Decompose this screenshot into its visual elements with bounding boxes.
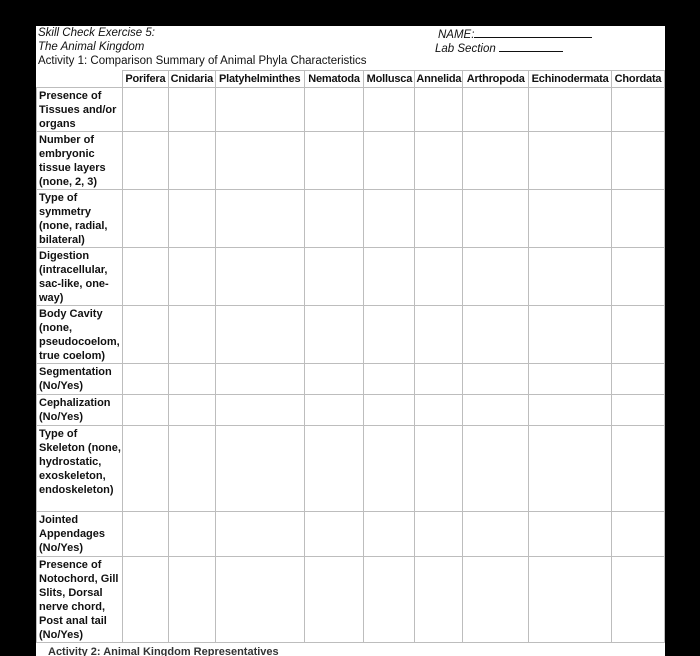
phyla-comparison-table xyxy=(36,70,665,643)
column-header: Nematoda xyxy=(304,71,364,88)
answer-cell[interactable] xyxy=(304,557,364,643)
answer-cell[interactable] xyxy=(364,88,415,132)
answer-cell[interactable] xyxy=(529,364,612,395)
answer-cell[interactable] xyxy=(415,395,463,426)
answer-cell[interactable] xyxy=(529,132,612,190)
answer-cell[interactable] xyxy=(529,248,612,306)
answer-cell[interactable] xyxy=(364,306,415,364)
answer-cell[interactable] xyxy=(529,426,612,512)
answer-cell[interactable] xyxy=(215,190,304,248)
corner-cell xyxy=(37,71,123,88)
answer-cell[interactable] xyxy=(364,395,415,426)
answer-cell[interactable] xyxy=(122,364,168,395)
answer-cell[interactable] xyxy=(415,364,463,395)
answer-cell[interactable] xyxy=(415,248,463,306)
answer-cell[interactable] xyxy=(463,395,529,426)
answer-cell[interactable] xyxy=(215,248,304,306)
answer-cell[interactable] xyxy=(415,512,463,557)
answer-cell[interactable] xyxy=(463,88,529,132)
lab-section-field[interactable] xyxy=(435,41,563,55)
answer-cell[interactable] xyxy=(304,88,364,132)
activity-2-title: Activity 2: Animal Kingdom Representatives xyxy=(48,646,279,656)
exercise-subtitle: The Animal Kingdom xyxy=(38,41,145,53)
answer-cell[interactable] xyxy=(612,306,665,364)
activity-title: Activity 1: Comparison Summary of Animal Phyla Characteristics xyxy=(38,55,367,67)
answer-cell[interactable] xyxy=(215,557,304,643)
answer-cell[interactable] xyxy=(529,306,612,364)
column-header: Porifera xyxy=(122,71,168,88)
table-row xyxy=(37,248,665,306)
answer-cell[interactable] xyxy=(168,248,215,306)
answer-cell[interactable] xyxy=(215,364,304,395)
answer-cell[interactable] xyxy=(415,426,463,512)
answer-cell[interactable] xyxy=(304,306,364,364)
answer-cell[interactable] xyxy=(215,426,304,512)
table-row xyxy=(37,306,665,364)
answer-cell[interactable] xyxy=(304,395,364,426)
answer-cell[interactable] xyxy=(122,190,168,248)
column-header: Echinodermata xyxy=(529,71,612,88)
answer-cell[interactable] xyxy=(463,512,529,557)
name-field[interactable] xyxy=(438,27,592,41)
table-row xyxy=(37,395,665,426)
row-label: Type of Skeleton (none, hydrostatic, exoskeleton, endoskeleton) xyxy=(37,426,123,512)
answer-cell[interactable] xyxy=(463,557,529,643)
answer-cell[interactable] xyxy=(529,557,612,643)
answer-cell[interactable] xyxy=(168,364,215,395)
answer-cell[interactable] xyxy=(612,395,665,426)
answer-cell[interactable] xyxy=(463,306,529,364)
answer-cell[interactable] xyxy=(463,248,529,306)
worksheet-page xyxy=(36,26,665,656)
answer-cell[interactable] xyxy=(463,132,529,190)
answer-cell[interactable] xyxy=(364,190,415,248)
answer-cell[interactable] xyxy=(364,364,415,395)
answer-cell[interactable] xyxy=(612,557,665,643)
table-row xyxy=(37,364,665,395)
answer-cell[interactable] xyxy=(529,88,612,132)
answer-cell[interactable] xyxy=(122,306,168,364)
answer-cell[interactable] xyxy=(168,132,215,190)
answer-cell[interactable] xyxy=(168,512,215,557)
answer-cell[interactable] xyxy=(529,395,612,426)
answer-cell[interactable] xyxy=(415,132,463,190)
answer-cell[interactable] xyxy=(612,364,665,395)
answer-cell[interactable] xyxy=(529,512,612,557)
answer-cell[interactable] xyxy=(304,426,364,512)
answer-cell[interactable] xyxy=(122,88,168,132)
answer-cell[interactable] xyxy=(304,248,364,306)
table-row xyxy=(37,512,665,557)
answer-cell[interactable] xyxy=(529,190,612,248)
answer-cell[interactable] xyxy=(122,512,168,557)
answer-cell[interactable] xyxy=(122,426,168,512)
row-label: Segmentation (No/Yes) xyxy=(37,364,123,395)
answer-cell[interactable] xyxy=(364,426,415,512)
row-label: Type of symmetry (none, radial, bilateral) xyxy=(37,190,123,248)
answer-cell[interactable] xyxy=(612,132,665,190)
answer-cell[interactable] xyxy=(168,557,215,643)
answer-cell[interactable] xyxy=(612,426,665,512)
table-header-row xyxy=(37,71,665,88)
table-row xyxy=(37,132,665,190)
lab-section-blank[interactable] xyxy=(499,41,563,52)
name-label: NAME: xyxy=(438,29,475,41)
answer-cell[interactable] xyxy=(215,512,304,557)
answer-cell[interactable] xyxy=(215,306,304,364)
row-label: Jointed Appendages (No/Yes) xyxy=(37,512,123,557)
table-row xyxy=(37,88,665,132)
answer-cell[interactable] xyxy=(122,557,168,643)
answer-cell[interactable] xyxy=(612,88,665,132)
answer-cell[interactable] xyxy=(415,190,463,248)
answer-cell[interactable] xyxy=(364,248,415,306)
row-label: Presence of Tissues and/or organs xyxy=(37,88,123,132)
answer-cell[interactable] xyxy=(122,248,168,306)
table-row xyxy=(37,190,665,248)
answer-cell[interactable] xyxy=(304,512,364,557)
answer-cell[interactable] xyxy=(364,557,415,643)
answer-cell[interactable] xyxy=(168,426,215,512)
column-header: Annelida xyxy=(415,71,463,88)
row-label: Presence of Notochord, Gill Slits, Dorsal nerve chord, Post anal tail (No/Yes) xyxy=(37,557,123,643)
column-header: Mollusca xyxy=(364,71,415,88)
answer-cell[interactable] xyxy=(215,88,304,132)
answer-cell[interactable] xyxy=(122,395,168,426)
answer-cell[interactable] xyxy=(364,512,415,557)
answer-cell[interactable] xyxy=(168,88,215,132)
row-label: Body Cavity (none, pseudocoelom, true coelom) xyxy=(37,306,123,364)
column-header: Platyhelminthes xyxy=(215,71,304,88)
lab-section-label: Lab Section xyxy=(435,43,496,55)
answer-cell[interactable] xyxy=(168,395,215,426)
answer-cell[interactable] xyxy=(612,512,665,557)
answer-cell[interactable] xyxy=(415,88,463,132)
exercise-title: Skill Check Exercise 5: xyxy=(38,27,155,39)
column-header: Cnidaria xyxy=(168,71,215,88)
answer-cell[interactable] xyxy=(304,190,364,248)
answer-cell[interactable] xyxy=(215,395,304,426)
answer-cell[interactable] xyxy=(612,190,665,248)
name-blank[interactable] xyxy=(474,27,592,38)
answer-cell[interactable] xyxy=(122,132,168,190)
answer-cell[interactable] xyxy=(168,306,215,364)
answer-cell[interactable] xyxy=(463,364,529,395)
answer-cell[interactable] xyxy=(463,426,529,512)
answer-cell[interactable] xyxy=(612,248,665,306)
table-row xyxy=(37,557,665,643)
answer-cell[interactable] xyxy=(364,132,415,190)
table-row xyxy=(37,426,665,512)
row-label: Digestion (intracellular, sac-like, one-way) xyxy=(37,248,123,306)
column-header: Arthropoda xyxy=(463,71,529,88)
answer-cell[interactable] xyxy=(304,132,364,190)
column-header: Chordata xyxy=(612,71,665,88)
answer-cell[interactable] xyxy=(415,557,463,643)
row-label: Number of embryonic tissue layers (none, 2, 3) xyxy=(37,132,123,190)
answer-cell[interactable] xyxy=(463,190,529,248)
row-label: Cephalization (No/Yes) xyxy=(37,395,123,426)
answer-cell[interactable] xyxy=(304,364,364,395)
answer-cell[interactable] xyxy=(215,132,304,190)
answer-cell[interactable] xyxy=(415,306,463,364)
answer-cell[interactable] xyxy=(168,190,215,248)
